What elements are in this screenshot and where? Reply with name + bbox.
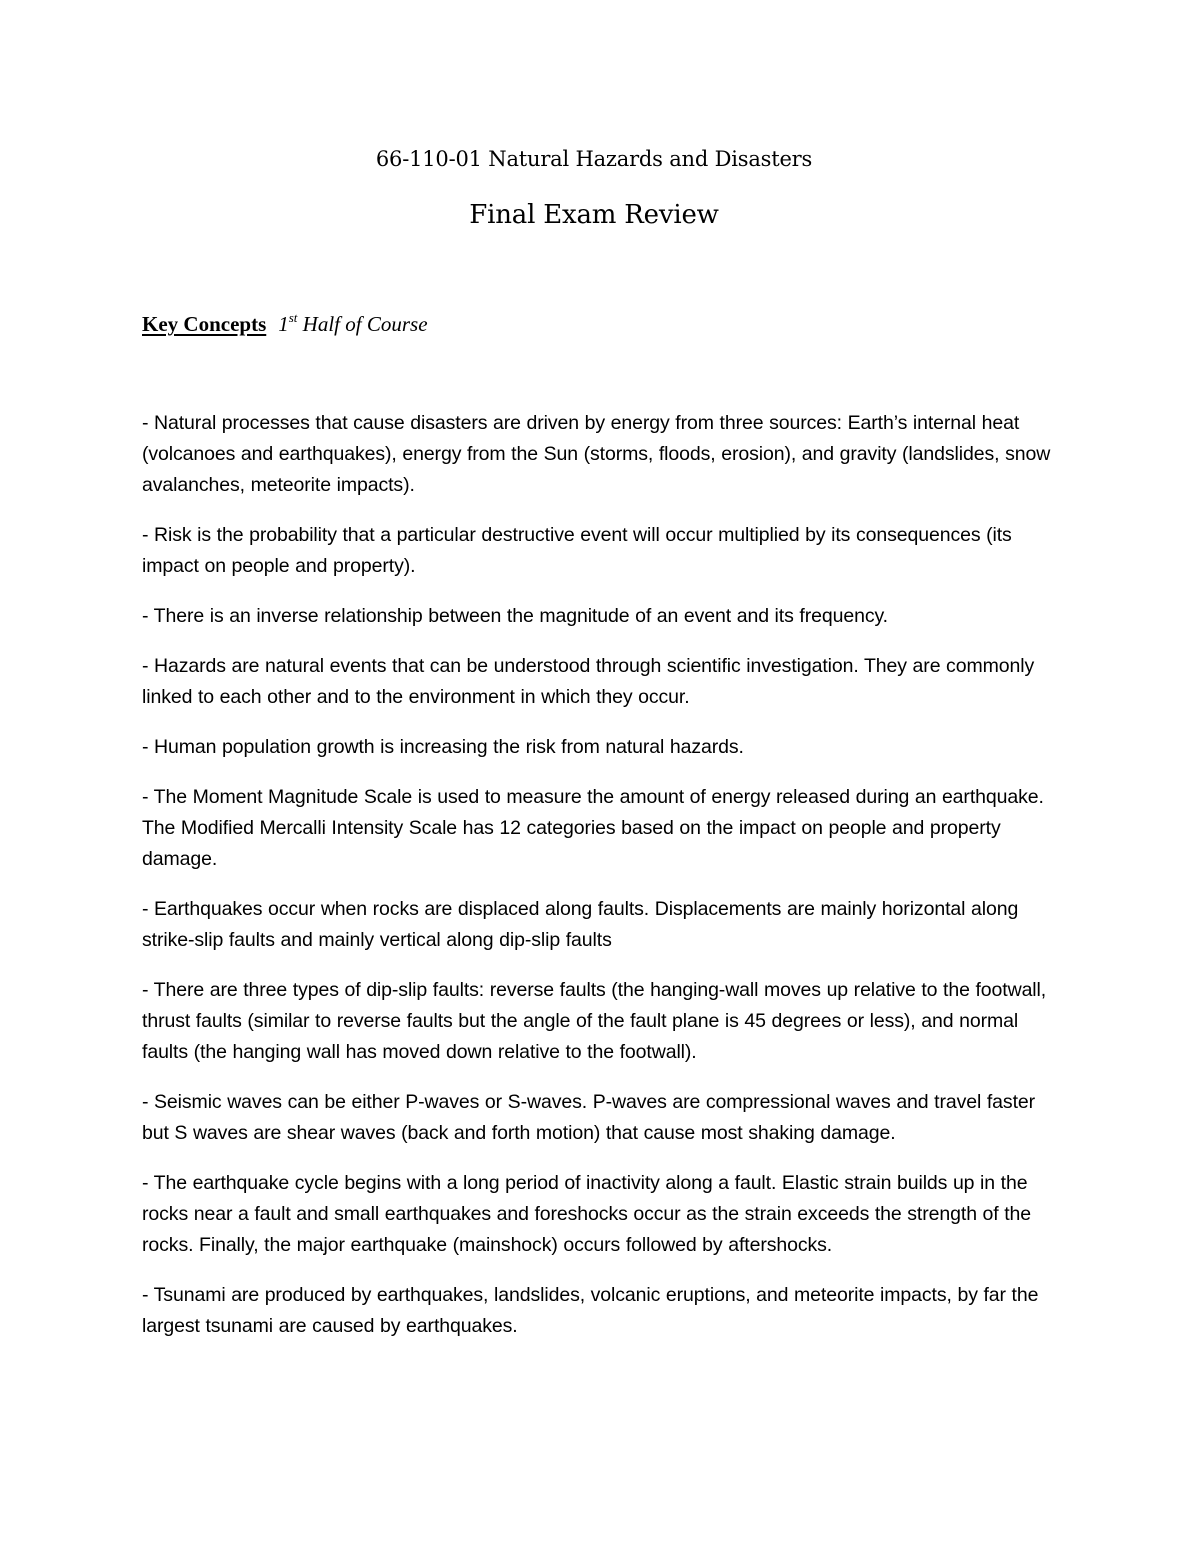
list-item: - The Moment Magnitude Scale is used to measure the amount of energy released during an earthquake. The Modified Mercalli Intensity Scale has 12 categories based on the impact on people and property damage.	[142, 786, 1044, 870]
list-item: - The earthquake cycle begins with a long period of inactivity along a fault. Elastic strain builds up in the rocks near a fault and small earthquakes and foreshocks occur as the strain exceeds the strength of the rocks. Finally, the major earthquake (mainshock) occurs followed by aftershocks.	[142, 1172, 1032, 1256]
list-item: - Seismic waves can be either P-waves or S-waves. P-waves are compressional waves and travel faster but S waves are shear waves (back and forth motion) that cause most shaking damage.	[142, 1091, 1036, 1144]
course-title: 66-110-01 Natural Hazards and Disasters	[375, 147, 813, 171]
list-item: - Earthquakes occur when rocks are displaced along faults. Displacements are mainly horizontal along strike-slip faults and mainly vertical along dip-slip faults	[142, 898, 1019, 951]
list-item: - Hazards are natural events that can be understood through scientific investigation. They are commonly linked to each other and to the environment in which they occur.	[142, 655, 1035, 708]
list-item: - Tsunami are produced by earthquakes, landslides, volcanic eruptions, and meteorite impacts, by far the largest tsunami are caused by earthquakes.	[142, 1284, 1039, 1337]
list-item: - Natural processes that cause disasters are driven by energy from three sources: Earth’s internal heat (volcanoes and earthquakes), energy from the Sun (storms, floods, erosion), and gravity (landslides, snow avalanches, meteorite impacts).	[142, 412, 1051, 496]
section-subtitle-rest: Half of Course	[302, 312, 428, 336]
document-title: Final Exam Review	[469, 200, 719, 230]
section-heading	[142, 310, 428, 338]
list-item: - There are three types of dip-slip faults: reverse faults (the hanging-wall moves up relative to the footwall, thrust faults (similar to reverse faults but the angle of the fault plane is 45 degrees or less), and normal faults (the hanging wall has moved down relative to the footwall).	[142, 979, 1047, 1063]
list-item: - There is an inverse relationship between the magnitude of an event and its frequency.	[142, 605, 888, 627]
section-subtitle-superscript: st	[288, 310, 298, 325]
section-heading-label: Key Concepts	[142, 312, 267, 336]
list-item: - Risk is the probability that a particular destructive event will occur multiplied by its consequences (its impact on people and property).	[142, 524, 1012, 577]
list-item: - Human population growth is increasing the risk from natural hazards.	[142, 736, 744, 758]
section-subtitle-number: 1	[278, 312, 289, 336]
section-subtitle	[278, 312, 427, 336]
key-concepts-list	[142, 408, 1062, 1361]
